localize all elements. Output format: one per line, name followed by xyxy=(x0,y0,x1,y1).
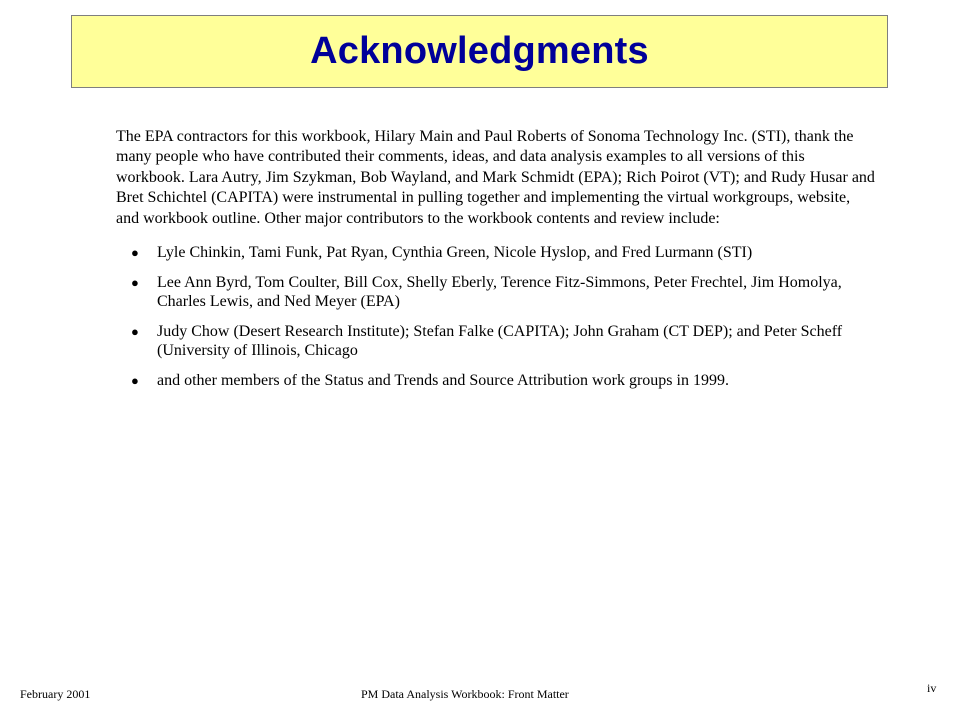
list-item xyxy=(116,273,876,311)
list-item xyxy=(116,322,876,360)
list-item xyxy=(116,371,876,390)
bullet-icon: ● xyxy=(131,245,139,261)
footer-date: February 2001 xyxy=(20,687,91,701)
bullet-icon: ● xyxy=(131,324,139,340)
contributors-list xyxy=(116,243,876,390)
list-item-text: Lyle Chinkin, Tami Funk, Pat Ryan, Cynthia Green, Nicole Hyslop, and Fred Lurmann (STI) xyxy=(157,244,753,262)
list-item-text: Lee Ann Byrd, Tom Coulter, Bill Cox, Shelly Eberly, Terence Fitz-Simmons, Peter Frechtel, Jim Homolya, Charles Lewis, and Ned Meyer (EPA) xyxy=(157,274,842,311)
list-item-text: Judy Chow (Desert Research Institute); Stefan Falke (CAPITA); John Graham (CT DEP); and Peter Scheff (University of Illinois, Chicago xyxy=(157,323,843,360)
page-number: iv xyxy=(927,681,937,695)
list-item xyxy=(116,243,876,262)
body-content xyxy=(116,127,876,390)
footer-title: PM Data Analysis Workbook: Front Matter xyxy=(361,687,569,701)
bullet-icon: ● xyxy=(131,275,139,291)
intro-paragraph: The EPA contractors for this workbook, Hilary Main and Paul Roberts of Sonoma Technology Inc. (STI), thank the many people who have contributed their comments, ideas, and data analysis examples to all versions of this workbook. Lara Autry, Jim Szykman, Bob Wayland, and Mark Schmidt (EPA); Rich Poirot (VT); and Rudy Husar and Bret Schichtel (CAPITA) were instrumental in pulling together and implementing the virtual workgroups, website, and workbook outline. Other major contributors to the workbook contents and review include: xyxy=(116,128,875,227)
bullet-icon: ● xyxy=(131,373,139,389)
title-banner xyxy=(71,15,888,88)
list-item-text: and other members of the Status and Trends and Source Attribution work groups in 1999. xyxy=(157,372,729,390)
page-title: Acknowledgments xyxy=(310,30,649,72)
